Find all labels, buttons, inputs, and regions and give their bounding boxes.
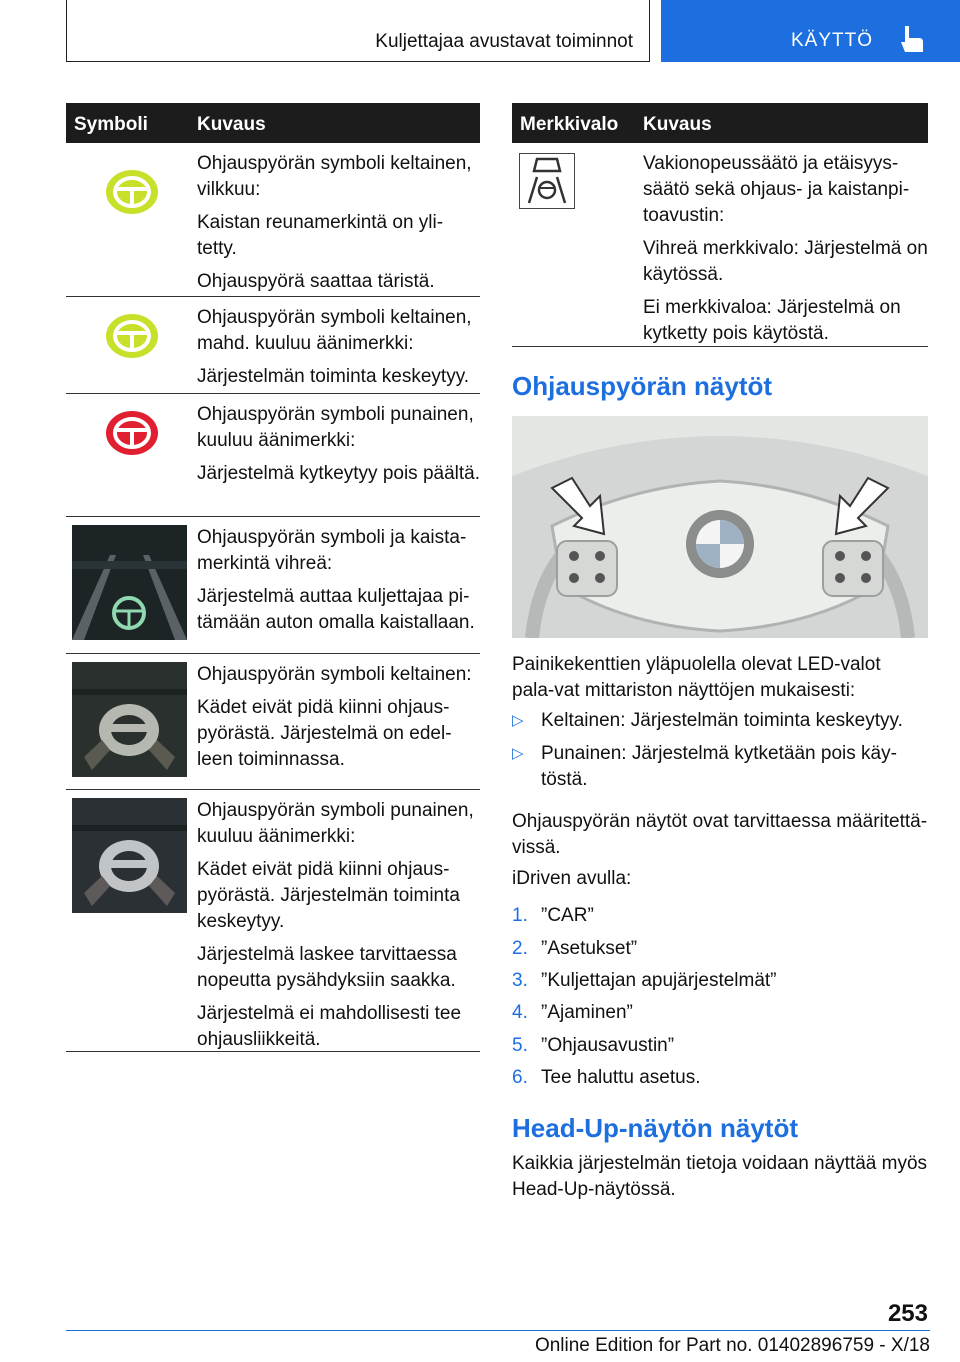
section-heading: Ohjauspyörän näytöt bbox=[512, 371, 773, 401]
row-line: Järjestelmä auttaa kuljettajaa pi-tämään auton omalla kaistallaan. bbox=[197, 586, 475, 633]
steering-wheel-red-icon bbox=[102, 408, 162, 458]
row-line: Vakionopeussäätö ja etäisyys-säätö sekä ohjaus- ja kaistanpi-toavustin: bbox=[643, 153, 910, 226]
page-number: 253 bbox=[887, 1300, 928, 1327]
table-row bbox=[66, 297, 480, 394]
row-line: Ohjauspyörän symboli keltainen: bbox=[197, 664, 472, 685]
hands-off-yellow-icon bbox=[72, 662, 187, 777]
step-text: ”Ohjausavustin” bbox=[541, 1035, 675, 1056]
table-row bbox=[66, 143, 480, 297]
header-indicator: Merkkivalo bbox=[520, 114, 619, 135]
indicator-table bbox=[512, 103, 928, 347]
step-text: ”CAR” bbox=[541, 905, 594, 926]
paragraph: iDriven avulla: bbox=[512, 868, 632, 889]
table-row bbox=[66, 394, 480, 517]
list-item-text: Punainen: Järjestelmä kytketään pois käy-töstä. bbox=[541, 743, 897, 790]
row-line: Kaistan reunamerkintä on yli-tetty. bbox=[197, 212, 444, 259]
header-section-title: Kuljettajaa avustavat toiminnot bbox=[375, 31, 633, 52]
header-symbol: Symboli bbox=[74, 114, 148, 135]
steering-wheel-photo bbox=[512, 416, 928, 638]
row-line: Vihreä merkkivalo: Järjestelmä on käytössä. bbox=[643, 238, 928, 285]
header-section-box bbox=[66, 0, 650, 62]
hands-off-red-icon bbox=[72, 798, 187, 913]
step-text: ”Ajaminen” bbox=[541, 1002, 633, 1023]
header-chapter-label: KÄYTTÖ bbox=[791, 30, 874, 51]
header-description: Kuvaus bbox=[197, 114, 266, 135]
step-text: ”Kuljettajan apujärjestelmät” bbox=[541, 970, 777, 991]
steering-wheel-yellow-icon bbox=[102, 167, 162, 217]
table-row bbox=[66, 654, 480, 790]
symbol-table-header bbox=[66, 103, 480, 143]
table-row bbox=[66, 517, 480, 654]
triangle-bullet-icon: ▷ bbox=[512, 745, 524, 762]
header-chapter-tab bbox=[661, 0, 960, 62]
row-line: Ohjauspyörän symboli ja kaista-merkintä vihreä: bbox=[197, 527, 467, 574]
symbol-table bbox=[66, 103, 480, 1052]
step-text: Tee haluttu asetus. bbox=[541, 1067, 701, 1088]
footer-divider bbox=[66, 1330, 930, 1331]
triangle-bullet-icon: ▷ bbox=[512, 712, 524, 729]
indicator-table-header bbox=[512, 103, 928, 143]
row-line: Kädet eivät pidä kiinni ohjaus-pyörästä. Järjestelmä on edel-leen toiminnassa. bbox=[197, 697, 452, 770]
step-number: 2. bbox=[512, 938, 528, 959]
section-heading: Head-Up-näytön näytöt bbox=[512, 1113, 798, 1143]
pointing-hand-icon bbox=[897, 24, 925, 54]
row-line: Ohjauspyörän symboli punainen, kuuluu äänimerkki: bbox=[197, 404, 474, 451]
table-row bbox=[66, 790, 480, 1052]
lane-display-green-icon bbox=[72, 525, 187, 640]
row-line: Ohjauspyörän symboli keltainen, mahd. kuuluu äänimerkki: bbox=[197, 307, 472, 354]
step-number: 1. bbox=[512, 905, 528, 926]
step-number: 3. bbox=[512, 970, 528, 991]
step-number: 4. bbox=[512, 1002, 528, 1023]
row-line: Ohjauspyörän symboli punainen, kuuluu äänimerkki: bbox=[197, 800, 474, 847]
step-number: 5. bbox=[512, 1035, 528, 1056]
paragraph: Painikekenttien yläpuolella olevat LED-valot pala-vat mittariston näyttöjen mukaisesti: bbox=[512, 654, 881, 701]
row-line: Järjestelmä ei mahdollisesti tee ohjausliikkeitä. bbox=[197, 1003, 462, 1050]
row-line: Järjestelmä kytkeytyy pois päältä. bbox=[197, 463, 481, 484]
edition-text: Online Edition for Part no. 01402896759 - X/18 bbox=[534, 1335, 930, 1356]
header-description: Kuvaus bbox=[643, 114, 712, 135]
row-line: Ohjauspyörä saattaa täristä. bbox=[197, 271, 435, 292]
row-line: Ohjauspyörän symboli keltainen, vilkkuu: bbox=[197, 153, 472, 200]
driving-assistant-indicator-icon bbox=[519, 153, 575, 209]
row-line: Järjestelmä laskee tarvittaessa nopeutta pysähdyksiin saakka. bbox=[197, 944, 457, 991]
row-line: Järjestelmän toiminta keskeytyy. bbox=[197, 366, 470, 387]
row-line: Kädet eivät pidä kiinni ohjaus-pyörästä. Järjestelmän toiminta keskeytyy. bbox=[197, 859, 460, 932]
step-text: ”Asetukset” bbox=[541, 938, 638, 959]
step-number: 6. bbox=[512, 1067, 528, 1088]
row-line: Ei merkkivaloa: Järjestelmä on kytketty pois käytöstä. bbox=[643, 297, 901, 344]
list-item-text: Keltainen: Järjestelmän toiminta keskeytyy. bbox=[541, 710, 903, 731]
steering-wheel-yellow-icon bbox=[102, 311, 162, 361]
paragraph: Kaikkia järjestelmän tietoja voidaan näyttää myös Head-Up-näytössä. bbox=[512, 1153, 928, 1200]
table-row bbox=[512, 143, 928, 347]
paragraph: Ohjauspyörän näytöt ovat tarvittaessa määritettä-vissä. bbox=[512, 811, 928, 858]
